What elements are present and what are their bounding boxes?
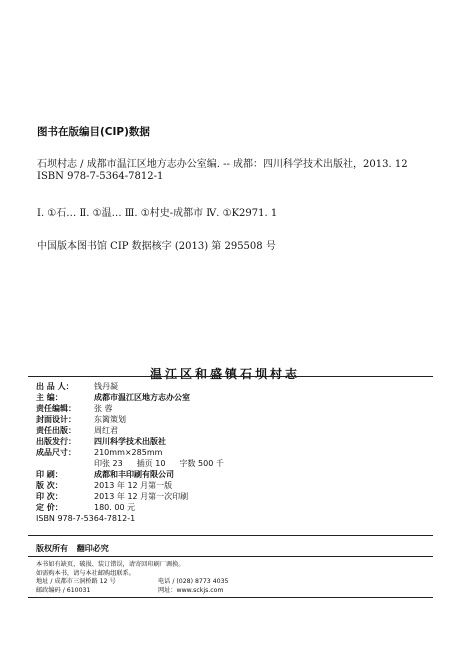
word-count: 字数 500 千 (179, 459, 224, 468)
info-value: 2013 年 12 月第一版 (94, 481, 173, 490)
notes-line-mail-order: 如需购本书，请与本社邮购组联系。 (36, 569, 135, 577)
info-label: 责任出版： (36, 426, 76, 435)
notes-address: 地址 / 成都市三洞桥路 12 号 (36, 578, 116, 586)
info-value: 2013 年 12 月第一次印刷 (94, 492, 189, 501)
info-value: 成都市温江区地方志办公室 (94, 393, 190, 402)
info-label: 出版发行： (36, 437, 76, 446)
info-value: 四川科学技术出版社 (94, 437, 166, 446)
format-values (94, 458, 224, 469)
cip-heading: 图书在版编目(CIP)数据 (37, 126, 150, 138)
info-row-responsible-editor (36, 403, 224, 414)
notes-website: 网址：www.sckjs.com (158, 586, 224, 594)
rights-rule-top (28, 535, 433, 536)
info-value: 210mm×285mm (94, 448, 163, 457)
info-label: 印 刷： (36, 470, 63, 479)
info-value: 成都和丰印刷有限公司 (94, 470, 174, 479)
info-row-publisher (36, 381, 224, 392)
title-rule (28, 376, 433, 377)
reader-notes (36, 561, 228, 595)
publication-info (36, 381, 224, 524)
info-value: 钱丹凝 (94, 382, 118, 391)
info-label: 印 次： (36, 492, 63, 501)
cip-title-line: 石坝村志 / 成都市温江区地方志办公室编. -- 成都：四川科学技术出版社，2013. 12 (37, 159, 408, 170)
info-label: 出 品 人： (36, 382, 74, 391)
info-row-distributor (36, 436, 224, 447)
notes-rule-bottom (28, 597, 433, 598)
notes-phone: 电话 / (028) 8773 4035 (158, 578, 229, 586)
info-row-cover-design (36, 414, 224, 425)
info-row-isbn (36, 513, 224, 524)
info-row-printing (36, 491, 224, 502)
info-label: 定 价： (36, 503, 63, 512)
cip-classification-line: Ⅰ. ①石… Ⅱ. ①温… Ⅲ. ①村史-成都市 Ⅳ. ①K2971. 1 (37, 208, 278, 219)
plate-pages: 插页 10 (136, 459, 166, 468)
notes-postcode: 邮政编码 / 610031 (36, 586, 91, 594)
cip-record-number-line: 中国版本图书馆 CIP 数据核字 (2013) 第 295508 号 (37, 241, 276, 252)
info-value: 张 蓉 (94, 404, 113, 413)
info-label: 责任编辑： (36, 404, 76, 413)
info-value: 180. 00 元 (94, 503, 136, 512)
info-row-price (36, 502, 224, 513)
info-row-editor-in-chief (36, 392, 224, 403)
printed-sheets: 印张 23 (94, 459, 123, 468)
info-row-printer (36, 469, 224, 480)
notes-postcode-row (36, 587, 228, 596)
info-label: 版 次： (36, 481, 63, 490)
book-title: 温江区和盛镇石坝村志 (149, 367, 300, 381)
info-label: 成品尺寸： (36, 448, 76, 457)
info-row-responsible-publishing (36, 425, 224, 436)
info-row-edition (36, 480, 224, 491)
rights-notice: 版权所有 翻印必究 (36, 544, 109, 553)
info-row-trim-size (36, 447, 224, 458)
info-label: 封面设计： (36, 415, 76, 424)
notes-line-exchange: 本书如有缺页、破损、装订错误，请寄回印刷厂调换。 (36, 561, 185, 568)
isbn-bottom: ISBN 978-7-5364-7812-1 (36, 514, 136, 523)
cip-isbn-line: ISBN 978-7-5364-7812-1 (37, 171, 164, 182)
rights-rule-bottom (28, 556, 433, 557)
info-value: 东篱策划 (94, 415, 126, 424)
info-label: 主 编： (36, 393, 63, 402)
notes-address-row (36, 578, 228, 587)
info-value: 周红君 (94, 426, 118, 435)
info-row-format (36, 458, 224, 469)
